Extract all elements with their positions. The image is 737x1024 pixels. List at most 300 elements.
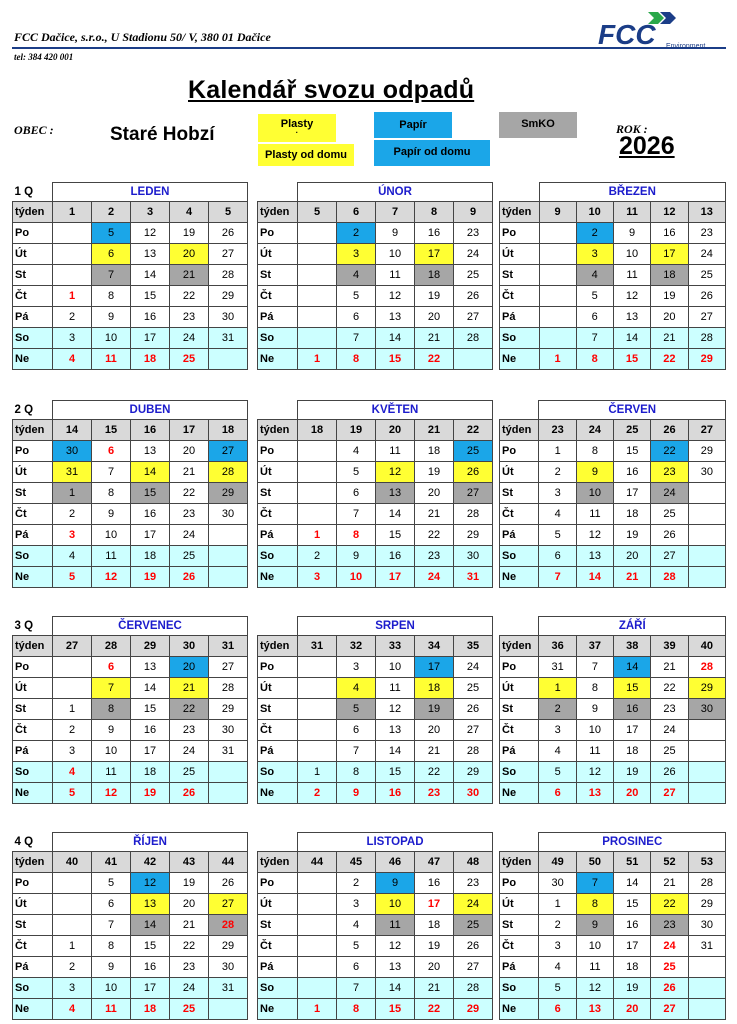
- spacer-cell: [500, 183, 540, 202]
- day-cell: 17: [415, 244, 454, 265]
- week-number: 33: [376, 636, 415, 657]
- day-label: So: [258, 328, 298, 349]
- day-cell: 17: [131, 525, 170, 546]
- day-cell: 30: [454, 783, 493, 804]
- day-cell: 3: [337, 244, 376, 265]
- week-number: 38: [614, 636, 651, 657]
- day-cell: 10: [376, 894, 415, 915]
- day-row: [258, 936, 493, 957]
- quarter-label: 4 Q: [14, 835, 34, 848]
- day-cell: 18: [131, 546, 170, 567]
- day-cell: [539, 286, 576, 307]
- day-cell: 2: [298, 783, 337, 804]
- week-number: 44: [298, 852, 337, 873]
- day-cell: 1: [298, 525, 337, 546]
- day-cell: 21: [415, 741, 454, 762]
- week-number: 23: [539, 420, 576, 441]
- day-cell: 20: [651, 307, 688, 328]
- day-cell: 2: [539, 915, 576, 936]
- day-cell: [298, 720, 337, 741]
- day-cell: 23: [651, 915, 688, 936]
- day-row: [13, 223, 248, 244]
- day-cell: 7: [92, 265, 131, 286]
- day-row: [500, 546, 726, 567]
- day-cell: 30: [454, 546, 493, 567]
- day-cell: 24: [170, 328, 209, 349]
- day-cell: 5: [576, 286, 613, 307]
- day-row: [258, 567, 493, 588]
- day-cell: 6: [539, 546, 576, 567]
- day-cell: 23: [688, 223, 725, 244]
- week-number: 31: [298, 636, 337, 657]
- week-number: 41: [92, 852, 131, 873]
- day-cell: 6: [92, 657, 131, 678]
- day-row: [500, 286, 726, 307]
- week-label: týden: [500, 420, 539, 441]
- day-cell: 14: [376, 978, 415, 999]
- week-label: týden: [500, 852, 539, 873]
- day-cell: 26: [651, 525, 688, 546]
- month-table: [12, 832, 248, 1020]
- day-row: [500, 783, 726, 804]
- day-label: Čt: [500, 720, 539, 741]
- day-cell: 10: [376, 244, 415, 265]
- day-cell: 18: [131, 349, 170, 370]
- day-cell: 19: [415, 699, 454, 720]
- day-cell: 14: [614, 873, 651, 894]
- month-name: ÚNOR: [298, 183, 493, 202]
- day-cell: 7: [337, 328, 376, 349]
- day-row: [13, 957, 248, 978]
- week-number: 9: [539, 202, 576, 223]
- day-cell: 18: [614, 957, 651, 978]
- day-row: [13, 483, 248, 504]
- week-number: 3: [131, 202, 170, 223]
- day-label: So: [500, 978, 539, 999]
- day-cell: 6: [92, 894, 131, 915]
- day-cell: 17: [614, 483, 651, 504]
- day-cell: 29: [209, 936, 248, 957]
- day-cell: 13: [576, 999, 613, 1020]
- day-cell: 17: [415, 894, 454, 915]
- day-cell: 26: [688, 286, 725, 307]
- day-cell: [53, 678, 92, 699]
- day-cell: 15: [614, 678, 651, 699]
- day-cell: 1: [53, 936, 92, 957]
- day-cell: 3: [576, 244, 613, 265]
- day-row: [258, 223, 493, 244]
- day-label: Pá: [258, 957, 298, 978]
- day-row: [13, 678, 248, 699]
- day-cell: 17: [131, 741, 170, 762]
- day-cell: 13: [376, 483, 415, 504]
- week-label: týden: [258, 420, 298, 441]
- day-cell: 3: [539, 483, 576, 504]
- week-number: 44: [209, 852, 248, 873]
- day-label: Pá: [13, 741, 53, 762]
- day-cell: 11: [376, 915, 415, 936]
- day-cell: 30: [688, 462, 725, 483]
- day-row: [258, 525, 493, 546]
- month-table: [257, 616, 493, 804]
- day-label: So: [258, 546, 298, 567]
- day-label: Ne: [500, 567, 539, 588]
- day-cell: 25: [170, 999, 209, 1020]
- week-number: 53: [688, 852, 725, 873]
- week-label: týden: [500, 636, 539, 657]
- day-cell: 30: [53, 441, 92, 462]
- day-cell: 4: [53, 999, 92, 1020]
- day-row: [500, 244, 726, 265]
- day-row: [13, 349, 248, 370]
- day-cell: 27: [651, 546, 688, 567]
- day-cell: 16: [131, 720, 170, 741]
- day-row: [13, 657, 248, 678]
- day-row: [13, 307, 248, 328]
- day-cell: [298, 936, 337, 957]
- day-row: [258, 657, 493, 678]
- day-row: [500, 483, 726, 504]
- day-cell: 27: [209, 441, 248, 462]
- day-cell: [298, 462, 337, 483]
- day-cell: 22: [415, 762, 454, 783]
- day-cell: 26: [454, 462, 493, 483]
- day-row: [258, 286, 493, 307]
- legend-plasty-dot: ·: [295, 128, 299, 137]
- day-cell: 3: [539, 720, 576, 741]
- week-number: 20: [376, 420, 415, 441]
- day-cell: 11: [576, 741, 613, 762]
- month-name: PROSINEC: [539, 833, 726, 852]
- day-cell: 5: [92, 873, 131, 894]
- legend-smko: SmKO: [499, 112, 577, 138]
- day-cell: 12: [131, 223, 170, 244]
- day-cell: [298, 678, 337, 699]
- day-cell: 15: [131, 286, 170, 307]
- week-number: 42: [131, 852, 170, 873]
- day-row: [258, 678, 493, 699]
- day-row: [500, 936, 726, 957]
- week-number: 31: [209, 636, 248, 657]
- day-cell: 22: [651, 678, 688, 699]
- week-number: 19: [337, 420, 376, 441]
- day-row: [13, 244, 248, 265]
- day-cell: 30: [539, 873, 576, 894]
- day-label: Út: [500, 244, 540, 265]
- day-row: [258, 978, 493, 999]
- day-cell: 28: [454, 978, 493, 999]
- day-cell: 20: [415, 307, 454, 328]
- day-cell: 23: [651, 462, 688, 483]
- day-cell: 12: [376, 936, 415, 957]
- week-number: 5: [298, 202, 337, 223]
- day-cell: 11: [376, 441, 415, 462]
- day-row: [13, 936, 248, 957]
- day-cell: 28: [651, 567, 688, 588]
- day-cell: 24: [170, 525, 209, 546]
- day-cell: 25: [651, 741, 688, 762]
- day-cell: 26: [209, 873, 248, 894]
- day-cell: 25: [454, 678, 493, 699]
- week-number: 16: [131, 420, 170, 441]
- day-row: [258, 699, 493, 720]
- day-label: Po: [500, 873, 539, 894]
- day-row: [500, 525, 726, 546]
- day-cell: 4: [539, 741, 576, 762]
- day-label: Čt: [258, 286, 298, 307]
- day-cell: 23: [170, 957, 209, 978]
- day-cell: [539, 265, 576, 286]
- day-cell: [298, 894, 337, 915]
- spacer-cell: [500, 833, 539, 852]
- day-cell: 22: [170, 483, 209, 504]
- day-cell: 11: [576, 504, 613, 525]
- day-cell: 28: [209, 678, 248, 699]
- day-label: Út: [258, 244, 298, 265]
- day-label: Út: [500, 462, 539, 483]
- day-label: Po: [258, 873, 298, 894]
- day-cell: 13: [576, 546, 613, 567]
- day-cell: 12: [376, 286, 415, 307]
- day-label: Út: [13, 462, 53, 483]
- day-cell: 21: [614, 567, 651, 588]
- week-label: týden: [258, 852, 298, 873]
- day-cell: 23: [415, 783, 454, 804]
- day-row: [258, 894, 493, 915]
- day-label: Ne: [258, 783, 298, 804]
- day-cell: 6: [92, 244, 131, 265]
- day-row: [13, 873, 248, 894]
- day-label: Ne: [258, 567, 298, 588]
- day-cell: 8: [92, 699, 131, 720]
- day-cell: 22: [170, 936, 209, 957]
- day-cell: 23: [170, 504, 209, 525]
- day-cell: 31: [539, 657, 576, 678]
- day-cell: [539, 328, 576, 349]
- day-cell: 7: [337, 504, 376, 525]
- day-cell: 17: [614, 936, 651, 957]
- day-cell: 17: [376, 567, 415, 588]
- day-row: [500, 441, 726, 462]
- week-number: 29: [131, 636, 170, 657]
- day-cell: 13: [131, 441, 170, 462]
- month-table: [499, 616, 726, 804]
- day-cell: 23: [454, 873, 493, 894]
- day-cell: 19: [651, 286, 688, 307]
- day-cell: 22: [651, 441, 688, 462]
- day-cell: 2: [337, 223, 376, 244]
- day-row: [258, 328, 493, 349]
- day-row: [500, 762, 726, 783]
- company-phone: tel: 384 420 001: [14, 52, 74, 62]
- day-cell: 10: [613, 244, 650, 265]
- day-row: [500, 894, 726, 915]
- day-cell: 15: [376, 762, 415, 783]
- day-cell: 10: [92, 525, 131, 546]
- day-row: [13, 762, 248, 783]
- day-row: [13, 462, 248, 483]
- day-cell: 7: [92, 915, 131, 936]
- day-cell: [209, 762, 248, 783]
- day-cell: 12: [613, 286, 650, 307]
- week-number: 17: [170, 420, 209, 441]
- day-row: [258, 462, 493, 483]
- day-label: St: [13, 915, 53, 936]
- day-cell: 14: [614, 657, 651, 678]
- day-label: Ne: [258, 349, 298, 370]
- day-cell: 28: [688, 657, 725, 678]
- day-label: St: [500, 265, 540, 286]
- day-cell: 9: [92, 504, 131, 525]
- day-cell: 21: [415, 978, 454, 999]
- day-cell: 26: [454, 286, 493, 307]
- day-cell: 21: [170, 915, 209, 936]
- day-cell: 21: [415, 504, 454, 525]
- week-number: 8: [415, 202, 454, 223]
- day-cell: 20: [170, 657, 209, 678]
- day-cell: 27: [454, 307, 493, 328]
- day-row: [500, 265, 726, 286]
- day-cell: 11: [576, 957, 613, 978]
- legend-plasty: [258, 114, 336, 142]
- legend-plasty-label: Plasty: [280, 118, 314, 130]
- day-cell: 29: [209, 483, 248, 504]
- day-cell: 26: [651, 762, 688, 783]
- quarter-label: 1 Q: [14, 185, 34, 198]
- day-row: [13, 525, 248, 546]
- day-cell: 27: [454, 957, 493, 978]
- week-label: týden: [258, 636, 298, 657]
- day-row: [258, 349, 493, 370]
- day-row: [13, 265, 248, 286]
- day-cell: 10: [337, 567, 376, 588]
- day-cell: 26: [454, 699, 493, 720]
- week-number: 36: [539, 636, 576, 657]
- day-row: [258, 504, 493, 525]
- week-number: 7: [376, 202, 415, 223]
- day-cell: 18: [415, 915, 454, 936]
- day-cell: 24: [170, 978, 209, 999]
- day-label: Ne: [13, 349, 53, 370]
- day-cell: [209, 783, 248, 804]
- day-cell: 25: [170, 349, 209, 370]
- day-label: Ne: [13, 999, 53, 1020]
- day-cell: 18: [415, 265, 454, 286]
- day-cell: [209, 999, 248, 1020]
- month-name: ČERVENEC: [53, 617, 248, 636]
- day-cell: 8: [576, 349, 613, 370]
- day-row: [13, 286, 248, 307]
- day-label: Út: [13, 244, 53, 265]
- day-label: St: [258, 699, 298, 720]
- day-cell: 21: [651, 328, 688, 349]
- day-cell: 28: [688, 328, 725, 349]
- day-cell: 3: [298, 567, 337, 588]
- day-cell: [539, 307, 576, 328]
- day-cell: 1: [53, 286, 92, 307]
- day-cell: 4: [337, 678, 376, 699]
- day-row: [13, 783, 248, 804]
- day-cell: 28: [209, 265, 248, 286]
- day-cell: [688, 978, 725, 999]
- day-label: So: [13, 546, 53, 567]
- day-cell: 30: [688, 915, 725, 936]
- week-number: 26: [651, 420, 688, 441]
- week-number: 39: [651, 636, 688, 657]
- month-table: [257, 400, 493, 588]
- day-cell: 15: [614, 441, 651, 462]
- day-cell: 30: [688, 699, 725, 720]
- day-cell: 12: [576, 762, 613, 783]
- day-cell: [688, 504, 725, 525]
- day-row: [500, 307, 726, 328]
- day-cell: 19: [614, 978, 651, 999]
- day-cell: 29: [209, 699, 248, 720]
- week-number: 21: [415, 420, 454, 441]
- day-row: [258, 483, 493, 504]
- day-cell: 5: [539, 762, 576, 783]
- day-cell: 24: [651, 720, 688, 741]
- day-cell: 5: [539, 525, 576, 546]
- day-cell: 9: [613, 223, 650, 244]
- day-label: Út: [500, 678, 539, 699]
- day-cell: 8: [576, 894, 613, 915]
- day-cell: 15: [376, 349, 415, 370]
- day-cell: 14: [131, 678, 170, 699]
- day-row: [258, 265, 493, 286]
- week-number: 24: [576, 420, 613, 441]
- day-cell: [298, 873, 337, 894]
- day-cell: 9: [337, 783, 376, 804]
- day-cell: 9: [576, 699, 613, 720]
- day-cell: 25: [454, 265, 493, 286]
- day-cell: 13: [131, 244, 170, 265]
- day-cell: 16: [376, 783, 415, 804]
- week-number: 52: [651, 852, 688, 873]
- week-label: týden: [500, 202, 540, 223]
- day-cell: 1: [53, 699, 92, 720]
- month-name: KVĚTEN: [298, 401, 493, 420]
- day-cell: 19: [614, 525, 651, 546]
- day-cell: 13: [376, 307, 415, 328]
- day-cell: 19: [415, 462, 454, 483]
- day-cell: 14: [131, 265, 170, 286]
- spacer-cell: [258, 833, 298, 852]
- day-label: Ne: [500, 999, 539, 1020]
- day-cell: 15: [376, 999, 415, 1020]
- month-table: [12, 182, 248, 370]
- day-cell: 9: [92, 720, 131, 741]
- day-row: [13, 504, 248, 525]
- day-row: [258, 762, 493, 783]
- week-number: 14: [53, 420, 92, 441]
- legend-papir: Papír: [374, 112, 452, 138]
- week-number: 18: [209, 420, 248, 441]
- day-row: [500, 741, 726, 762]
- day-label: Čt: [258, 720, 298, 741]
- day-cell: 12: [376, 462, 415, 483]
- day-cell: 25: [651, 957, 688, 978]
- day-cell: 8: [337, 999, 376, 1020]
- week-number: 4: [170, 202, 209, 223]
- day-cell: 5: [337, 286, 376, 307]
- day-cell: 12: [376, 699, 415, 720]
- day-cell: 22: [415, 349, 454, 370]
- day-label: Pá: [258, 525, 298, 546]
- day-label: St: [258, 915, 298, 936]
- day-row: [258, 783, 493, 804]
- day-row: [500, 657, 726, 678]
